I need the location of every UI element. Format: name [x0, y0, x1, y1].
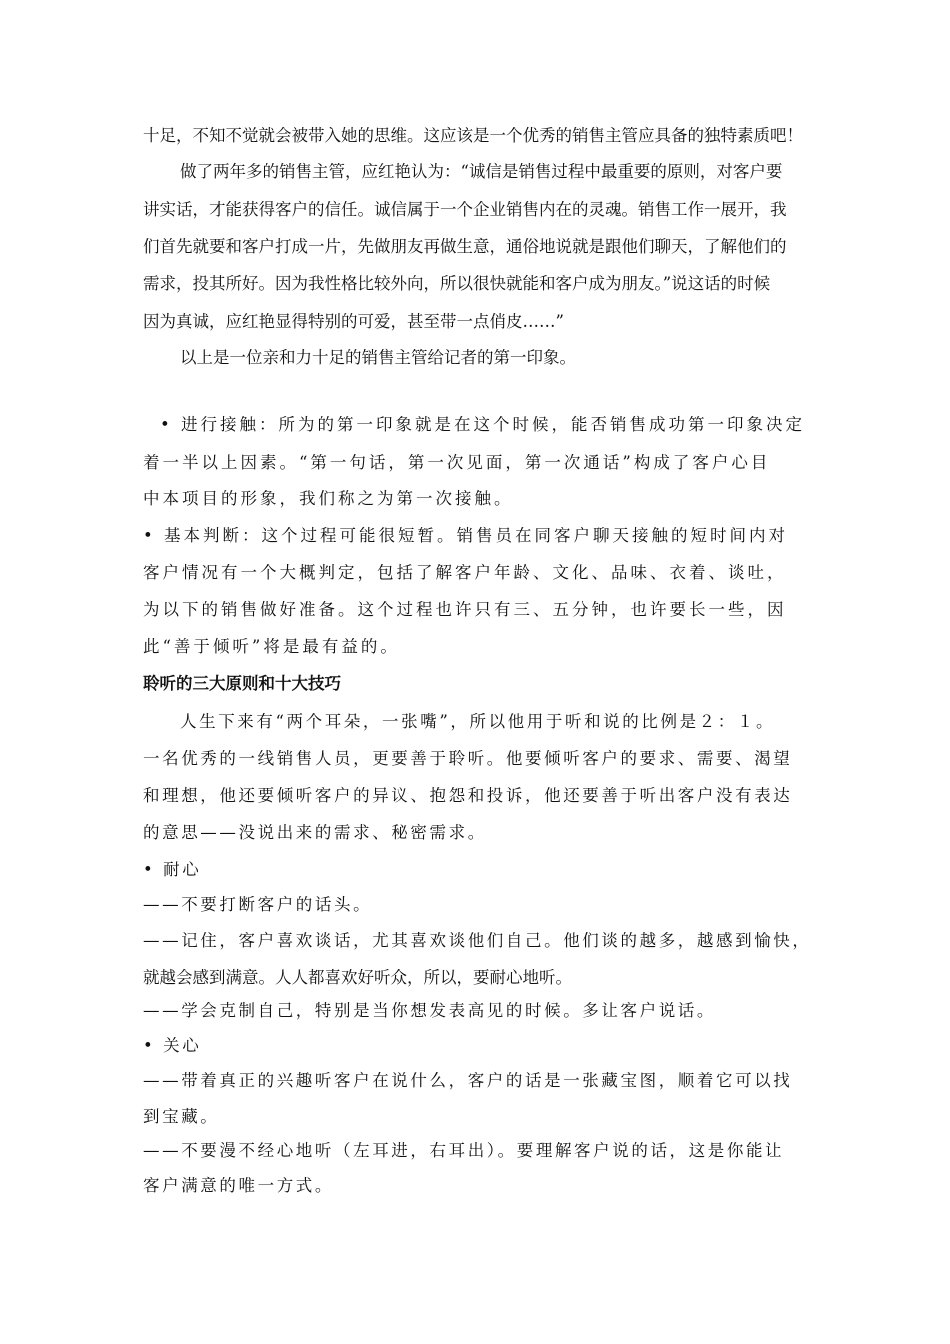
- paragraph-listen-line-3: 和理想，他还要倾听客户的异议、抱怨和投诉，他还要善于听出客户没有表达: [143, 786, 793, 805]
- principle-patience-line-4: ——学会克制自己，特别是当你想发表高见的时候。多让客户说话。: [143, 1001, 716, 1020]
- principle-care-title: • 关心: [143, 1036, 202, 1055]
- paragraph-listen-line-4: 的意思——没说出来的需求、秘密需求。: [143, 823, 487, 842]
- principle-patience-line-1: ——不要打断客户的话头。: [143, 895, 373, 914]
- principle-patience-title: • 耐心: [143, 860, 202, 879]
- bullet-contact-line-2: 着一半以上因素。“第一句话，第一次见面，第一次通话”构成了客户心目: [143, 453, 771, 472]
- bullet-judgement-line-1: • 基本判断：这个过程可能很短暂。销售员在同客户聊天接触的短时间内对: [143, 526, 788, 545]
- bullet-contact-line-1: • 进行接触：所为的第一印象就是在这个时候，能否销售成功第一印象决定: [160, 415, 805, 434]
- paragraph-listen-line-2: 一名优秀的一线销售人员，更要善于聆听。他要倾听客户的要求、需要、渴望: [143, 749, 793, 768]
- principle-patience-line-2: ——记住，客户喜欢谈话，尤其喜欢谈他们自己。他们谈的越多，越感到愉快，: [143, 931, 812, 950]
- principle-patience-line-3: 就越会感到满意。人人都喜欢好听众，所以，要耐心地听。: [143, 968, 572, 987]
- principle-care-line-2: 到宝藏。: [143, 1107, 220, 1126]
- paragraph-2-line-1: 做了两年多的销售主管，应红艳认为：“诚信是销售过程中最重要的原则，对客户要: [180, 162, 783, 181]
- bullet-judgement-line-4: 此“善于倾听”将是最有益的。: [143, 637, 400, 656]
- paragraph-listen-line-1: 人生下来有“两个耳朵，一张嘴”，所以他用于听和说的比例是２：１。: [180, 712, 776, 731]
- paragraph-2-line-4: 需求，投其所好。因为我性格比较外向，所以很快就能和客户成为朋友。”说这话的时候: [143, 274, 771, 293]
- paragraph-1-line-1: 十足，不知不觉就会被带入她的思维。这应该是一个优秀的销售主管应具备的独特素质吧！: [143, 126, 803, 145]
- bullet-judgement-line-2: 客户情况有一个大概判定，包括了解客户年龄、文化、品味、衣着、谈吐，: [143, 563, 787, 582]
- paragraph-3-line-1: 以上是一位亲和力十足的销售主管给记者的第一印象。: [180, 348, 576, 367]
- principle-care-line-1: ——带着真正的兴趣听客户在说什么，客户的话是一张藏宝图，顺着它可以找: [143, 1071, 793, 1090]
- section-heading: 聆听的三大原则和十大技巧: [143, 674, 341, 693]
- principle-care-line-3: ——不要漫不经心地听（左耳进，右耳出）。要理解客户说的话，这是你能让: [143, 1141, 785, 1160]
- principle-care-line-4: 客户满意的唯一方式。: [143, 1176, 334, 1195]
- bullet-contact-line-3: 中本项目的形象，我们称之为第一次接触。: [143, 489, 514, 508]
- bullet-judgement-line-3: 为以下的销售做好准备。这个过程也许只有三、五分钟，也许要长一些，因: [143, 600, 787, 619]
- paragraph-2-line-3: 们首先就要和客户打成一片，先做朋友再做生意，通俗地说就是跟他们聊天，了解他们的: [143, 237, 787, 256]
- paragraph-2-line-5: 因为真诚，应红艳显得特别的可爱，甚至带一点俏皮……”: [143, 312, 564, 331]
- paragraph-2-line-2: 讲实话，才能获得客户的信任。诚信属于一个企业销售内在的灵魂。销售工作一展开，我: [143, 200, 787, 219]
